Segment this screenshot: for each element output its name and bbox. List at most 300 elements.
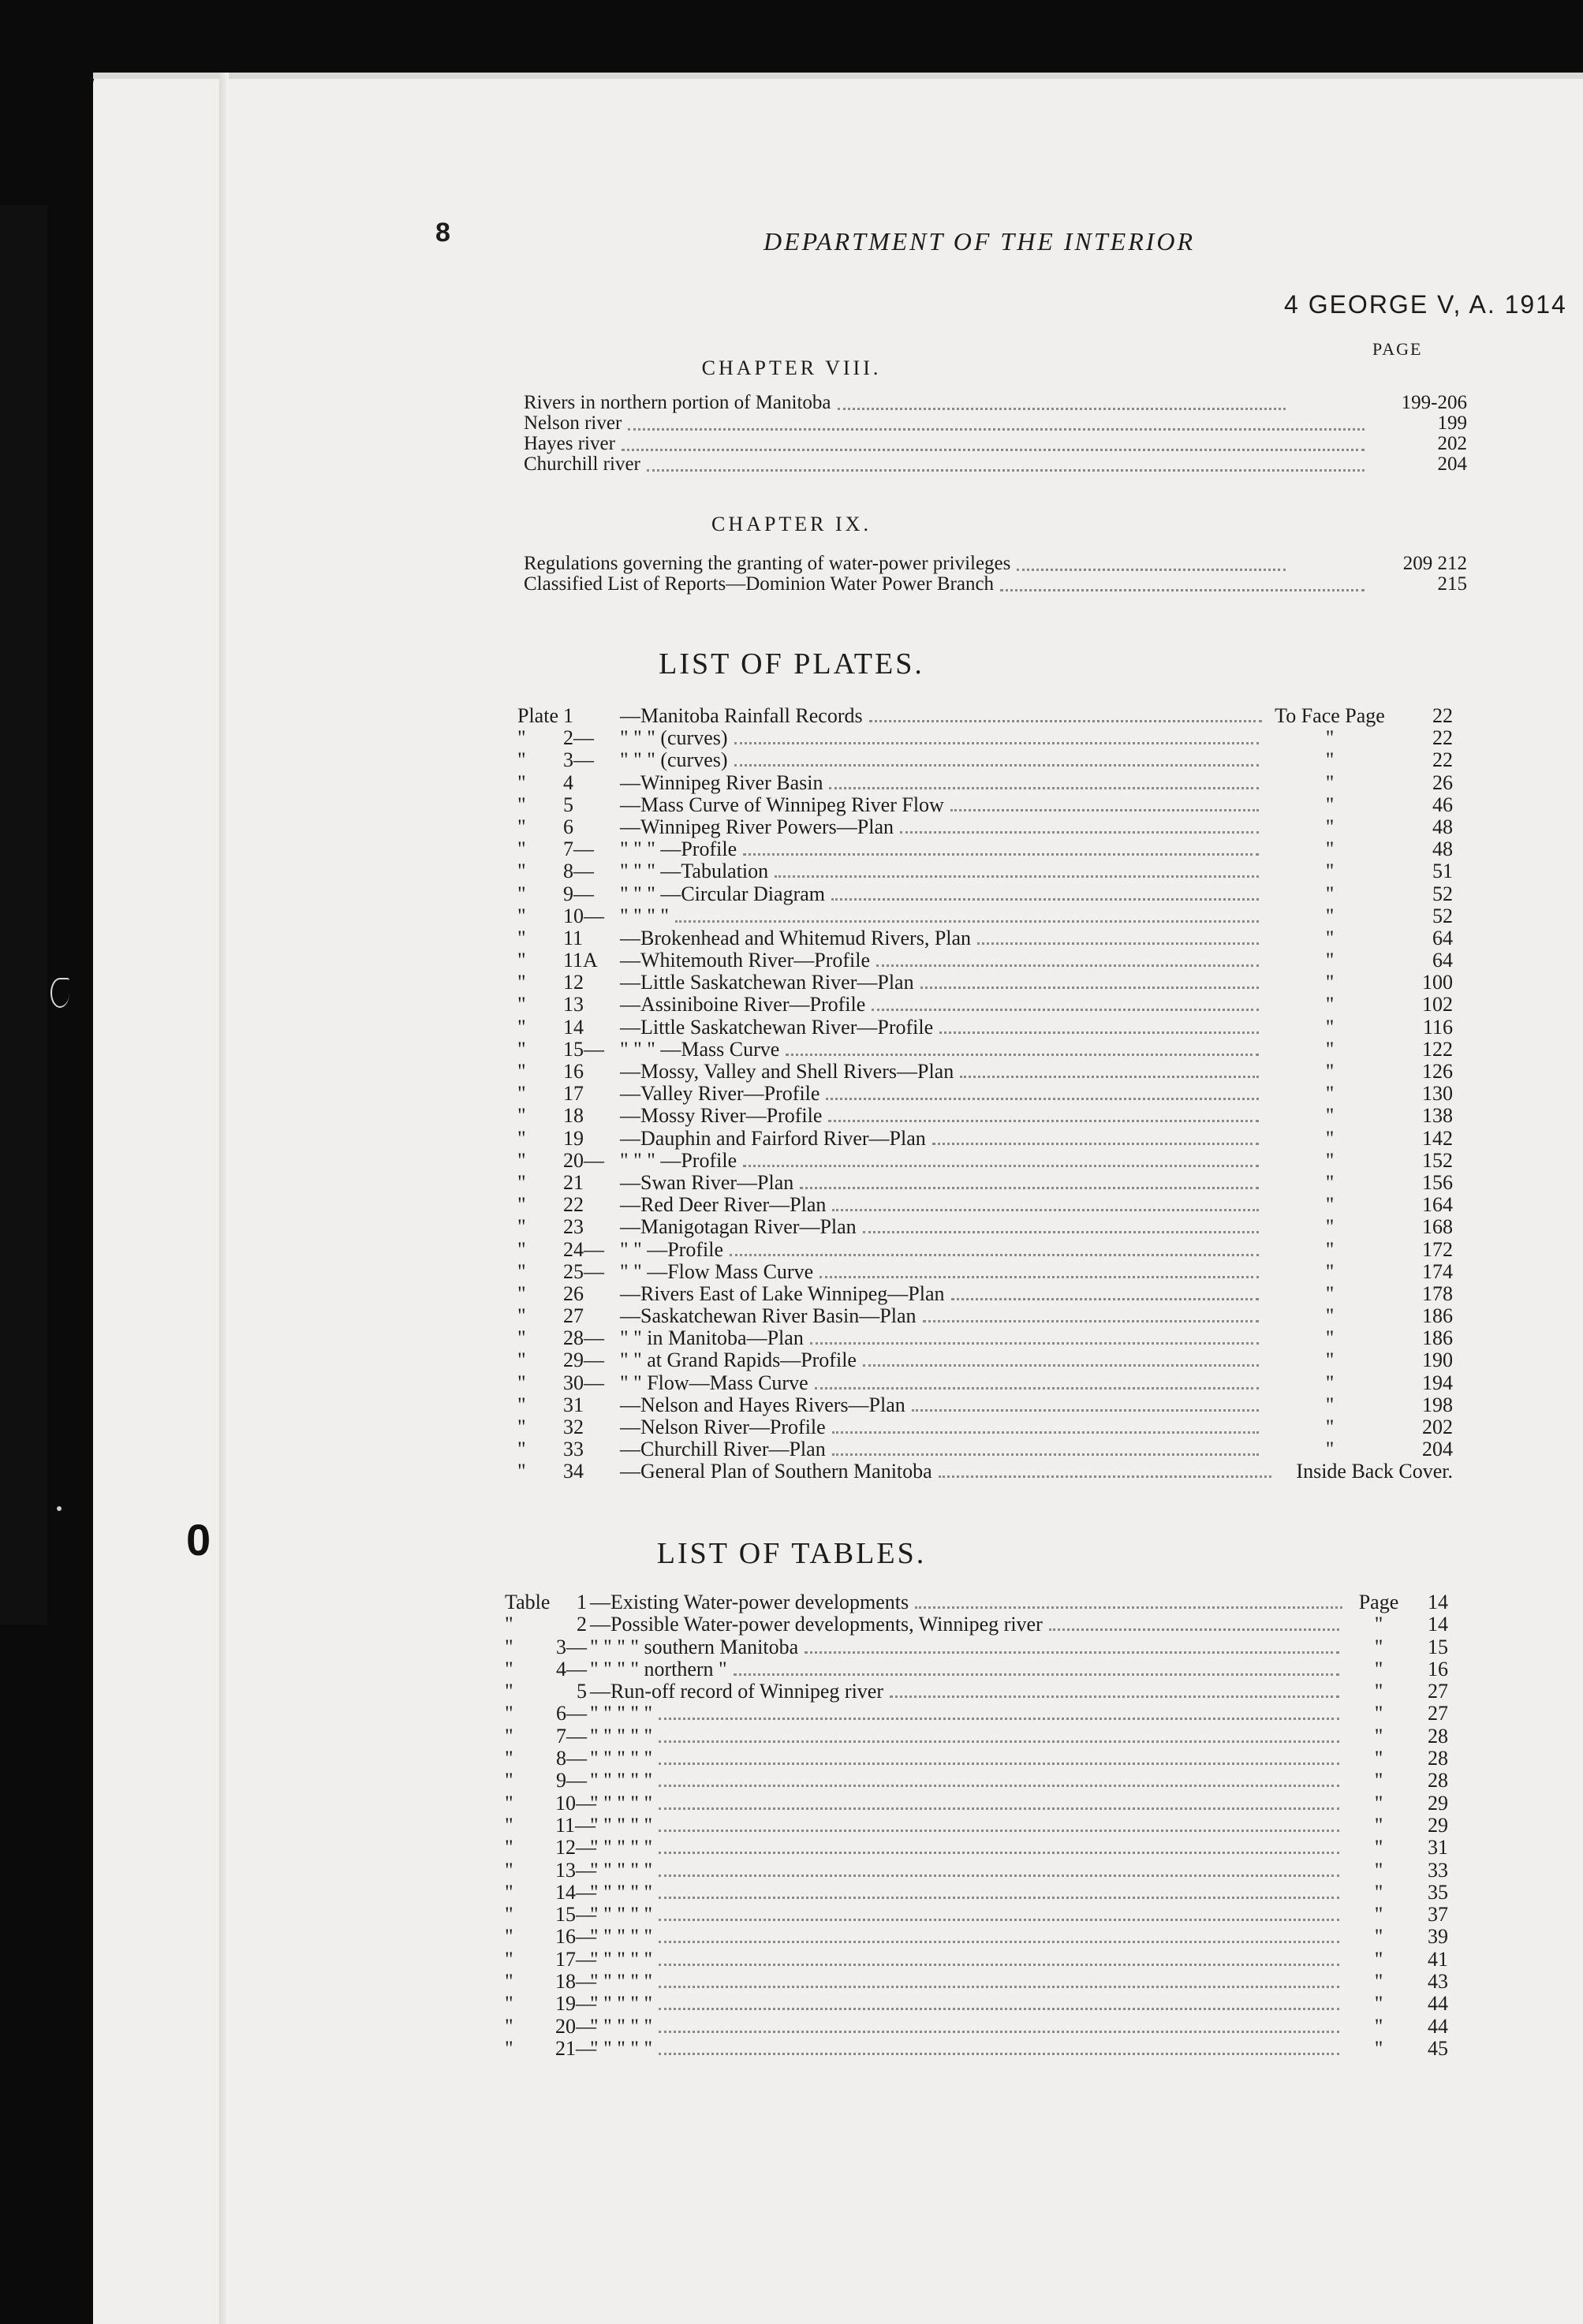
entry-label: ": [517, 949, 526, 972]
dot-leader: [1017, 569, 1286, 571]
entry-page: 215: [1437, 573, 1467, 595]
entry-label: ": [517, 1193, 526, 1217]
entry-page: 28: [1428, 1724, 1448, 1748]
entry-label: ": [505, 1947, 513, 1971]
entry-number: 11: [563, 926, 584, 949]
entry-page-label: ": [1325, 1170, 1335, 1194]
entry-title: Classified List of Reports—Dominion Water Power Branch: [524, 573, 995, 595]
entry-page: 138: [1422, 1104, 1453, 1128]
entry-page: 22: [1432, 726, 1453, 750]
entry-page: 204: [1422, 1438, 1453, 1461]
entry-number: 19: [563, 1126, 584, 1150]
entry-page-label: ": [1325, 1416, 1335, 1438]
entry-page: 122: [1422, 1037, 1453, 1061]
entry-page: 164: [1422, 1193, 1453, 1217]
plate-entry: [517, 1283, 1453, 1305]
dot-leader: [628, 428, 1365, 431]
entry-number: 34: [563, 1460, 584, 1483]
entry-number: 3—: [556, 1635, 587, 1658]
entry-page: 27: [1428, 1702, 1448, 1725]
entry-number: 8—: [563, 860, 594, 883]
entry-title: —Assiniboine River—Profile: [620, 993, 866, 1017]
entry-number: 21: [563, 1170, 584, 1194]
entry-number: 4—: [556, 1657, 587, 1681]
entry-title: —Winnipeg River Powers—Plan: [620, 815, 894, 838]
entry-page-label: ": [1374, 1613, 1383, 1636]
table-entry: [505, 1636, 1448, 1658]
entry-page-label: ": [1325, 1060, 1335, 1083]
entry-page: 202: [1437, 433, 1467, 454]
plate-entry: [517, 838, 1453, 860]
entry-label: ": [505, 1769, 513, 1792]
entry-number: 8—: [556, 1747, 587, 1770]
entry-page-label: ": [1374, 1769, 1383, 1792]
entry-title: " " " ": [620, 904, 669, 927]
plate-entry: [517, 1083, 1453, 1105]
entry-page: 41: [1428, 1947, 1448, 1971]
dot-leader: [800, 1187, 1259, 1189]
entry-label: ": [517, 926, 526, 949]
entry-page: 204: [1437, 453, 1467, 475]
entry-number: 14—: [555, 1880, 596, 1904]
entry-page-label: ": [1325, 860, 1335, 883]
dot-leader: [815, 1387, 1259, 1390]
dot-leader: [659, 1941, 1339, 1943]
entry-label: ": [517, 1349, 526, 1372]
entry-title: Hayes river: [524, 433, 615, 454]
entry-number: 1: [577, 1591, 587, 1613]
entry-label: ": [505, 1925, 513, 1949]
page-top-edge: [93, 73, 1583, 79]
chapter-entry: [524, 454, 1467, 475]
entry-title: —Nelson River—Profile: [620, 1416, 826, 1438]
chapter-viii-entries: [524, 393, 1467, 475]
entry-label: ": [517, 1015, 526, 1039]
entry-page: 126: [1422, 1060, 1453, 1083]
entry-title: —Rivers East of Lake Winnipeg—Plan: [620, 1281, 945, 1305]
entry-title: —Manitoba Rainfall Records: [620, 704, 863, 727]
entry-number: 2: [577, 1613, 587, 1636]
dot-leader: [912, 1409, 1259, 1412]
plate-entry: [517, 994, 1453, 1016]
entry-number: 4: [563, 770, 573, 794]
entry-number: 9—: [563, 882, 594, 905]
entry-title: " " " " ": [590, 1724, 653, 1748]
entry-page-label: ": [1374, 2036, 1383, 2060]
entry-title: —Churchill River—Plan: [620, 1438, 826, 1461]
table-entry: [505, 1725, 1448, 1748]
dot-leader: [838, 408, 1286, 410]
entry-page-label: ": [1325, 1126, 1335, 1150]
plate-entry: [517, 905, 1453, 927]
entry-page: 64: [1432, 926, 1453, 949]
entry-title: " " " " southern Manitoba: [590, 1635, 799, 1658]
entry-page: 14: [1428, 1591, 1448, 1613]
entry-page-label: ": [1325, 1326, 1335, 1350]
entry-page: 35: [1428, 1880, 1448, 1904]
entry-title: —Manigotagan River—Plan: [620, 1215, 857, 1239]
entry-page: 202: [1422, 1416, 1453, 1438]
dot-leader: [915, 1606, 1342, 1609]
plate-entry: [517, 1172, 1453, 1194]
page-binding-shadow: [219, 73, 229, 2324]
entry-title: " " " " ": [590, 1747, 653, 1770]
entry-title: —Mass Curve of Winnipeg River Flow: [620, 793, 944, 816]
entry-page: 130: [1422, 1082, 1453, 1106]
entry-page-label: ": [1374, 2014, 1383, 2038]
dot-leader: [659, 1919, 1339, 1921]
entry-label: ": [517, 770, 526, 794]
table-entry: [505, 1882, 1448, 1904]
table-entry: [505, 2038, 1448, 2060]
table-entry: [505, 1949, 1448, 1971]
entry-page: 14: [1428, 1613, 1448, 1636]
entry-title: " " " " ": [590, 1702, 653, 1725]
entry-label: ": [505, 1903, 513, 1927]
entry-title: " " " " northern ": [590, 1657, 727, 1681]
entry-page-label: ": [1325, 1304, 1335, 1328]
entry-title: Rivers in northern portion of Manitoba: [524, 392, 831, 413]
entry-title: —Winnipeg River Basin: [620, 770, 823, 794]
entry-page: 199-206: [1401, 392, 1467, 413]
entry-page-label: ": [1325, 1015, 1335, 1039]
entry-page: 142: [1422, 1126, 1453, 1150]
dot-leader: [810, 1342, 1259, 1345]
entry-title: " " " —Circular Diagram: [620, 882, 825, 905]
entry-page: 27: [1428, 1680, 1448, 1703]
entry-label: ": [505, 1724, 513, 1748]
entry-title: " " " " ": [590, 1947, 653, 1971]
plate-entry: [517, 1349, 1453, 1371]
dot-leader: [920, 987, 1259, 989]
entry-number: 26: [563, 1281, 584, 1305]
dot-leader: [659, 1718, 1339, 1720]
plate-entry: [517, 772, 1453, 794]
plate-entry: [517, 1150, 1453, 1172]
entry-page-label: ": [1325, 1393, 1335, 1416]
list-of-plates-heading: LIST OF PLATES.: [659, 647, 924, 681]
entry-page: 178: [1422, 1281, 1453, 1305]
entry-label: ": [517, 1126, 526, 1150]
entry-label: ": [517, 1416, 526, 1438]
entry-page: 31: [1428, 1836, 1448, 1860]
entry-label: ": [517, 1326, 526, 1350]
entry-label: ": [517, 860, 526, 883]
entry-page: 51: [1432, 860, 1453, 883]
entry-page-label: ": [1325, 815, 1335, 838]
entry-page: 45: [1428, 2036, 1448, 2060]
entry-title: " " " " ": [590, 1791, 653, 1815]
entry-number: 18—: [555, 1970, 596, 1994]
entry-page: 29: [1428, 1813, 1448, 1837]
entry-label: ": [517, 837, 526, 861]
entry-page-label: ": [1325, 837, 1335, 861]
entry-label: ": [505, 1635, 513, 1658]
dot-leader: [890, 1695, 1339, 1698]
entry-label: ": [517, 793, 526, 816]
entry-label: ": [505, 2036, 513, 2060]
table-entry: [505, 1971, 1448, 1993]
entry-title: —General Plan of Southern Manitoba: [620, 1460, 932, 1483]
chapter-ix-entries: [524, 554, 1467, 595]
entry-title: " " " " ": [590, 1813, 653, 1837]
entry-label: ": [517, 1460, 526, 1483]
entry-page: 44: [1428, 1992, 1448, 2016]
entry-label: ": [517, 1393, 526, 1416]
dot-leader: [743, 853, 1259, 856]
entry-number: 23: [563, 1215, 584, 1239]
entry-page-label: ": [1325, 748, 1335, 772]
table-entry: [505, 1815, 1448, 1837]
entry-label: ": [517, 1082, 526, 1106]
entry-number: 20—: [555, 2014, 596, 2038]
entry-label: ": [505, 1747, 513, 1770]
entry-label: ": [505, 1992, 513, 2016]
entry-page: 100: [1422, 971, 1453, 994]
entry-label: ": [505, 1813, 513, 1837]
entry-label: Plate: [517, 704, 558, 727]
plate-entry: [517, 1039, 1453, 1061]
entry-label: ": [517, 748, 526, 772]
entry-page: 43: [1428, 1970, 1448, 1994]
entry-number: 17: [563, 1082, 584, 1106]
session-line: 4 GEORGE V, A. 1914: [1284, 290, 1567, 319]
entry-label: ": [517, 971, 526, 994]
entry-page: 46: [1432, 793, 1453, 816]
entry-page-label: ": [1325, 1082, 1335, 1106]
entry-title: " " " " ": [590, 1858, 653, 1882]
entry-number: 30—: [563, 1371, 604, 1394]
entry-title: —Valley River—Profile: [620, 1082, 820, 1106]
plate-entry: [517, 1460, 1453, 1483]
entry-title: " " " " ": [590, 2014, 653, 2038]
entry-title: " " —Profile: [620, 1237, 723, 1261]
plate-entry: [517, 1394, 1453, 1416]
table-entry: [505, 1993, 1448, 2015]
entry-page: 102: [1422, 993, 1453, 1017]
plate-entry: [517, 927, 1453, 949]
dot-leader: [659, 2008, 1339, 2010]
entry-number: 15—: [555, 1903, 596, 1927]
entry-label: ": [517, 1259, 526, 1283]
entry-page: 199: [1437, 412, 1467, 434]
table-entry: [505, 1748, 1448, 1770]
entry-page-label: ": [1325, 1281, 1335, 1305]
entry-page-label: ": [1325, 726, 1335, 750]
dot-leader: [805, 1651, 1339, 1654]
dot-leader: [659, 2053, 1339, 2055]
entry-number: 18: [563, 1104, 584, 1128]
entry-page-label: ": [1374, 1791, 1383, 1815]
entry-page-label: To Face Page: [1275, 704, 1385, 727]
entry-page-label: ": [1374, 1880, 1383, 1904]
entry-page-label: ": [1374, 1724, 1383, 1748]
plate-entry: [517, 949, 1453, 972]
entry-number: 33: [563, 1438, 584, 1461]
entry-page: 37: [1428, 1903, 1448, 1927]
dot-leader: [675, 920, 1259, 923]
entry-number: 3—: [563, 748, 594, 772]
entry-number: 10—: [563, 904, 604, 927]
margin-mark: 0: [186, 1515, 211, 1565]
entry-title: —Little Saskatchewan River—Profile: [620, 1015, 934, 1039]
entry-label: ": [517, 1438, 526, 1461]
entry-number: 31: [563, 1393, 584, 1416]
entry-page-label: ": [1325, 949, 1335, 972]
entry-page: 186: [1422, 1326, 1453, 1350]
dot-leader: [659, 1964, 1339, 1966]
dot-leader: [659, 1874, 1339, 1877]
margin-dot: [57, 1506, 62, 1511]
entry-number: 6—: [556, 1702, 587, 1725]
entry-label: ": [505, 1657, 513, 1681]
entry-page-label: ": [1374, 1836, 1383, 1860]
dot-leader: [832, 1209, 1259, 1211]
entry-label: ": [517, 904, 526, 927]
entry-page: 16: [1428, 1657, 1448, 1681]
entry-label: ": [505, 1858, 513, 1882]
entry-title: —Brokenhead and Whitemud Rivers, Plan: [620, 926, 972, 949]
entry-page-label: ": [1374, 1702, 1383, 1725]
entry-page-label: ": [1374, 1925, 1383, 1949]
entry-number: 21—: [555, 2036, 596, 2060]
entry-label: ": [517, 815, 526, 838]
entry-label: ": [517, 1215, 526, 1239]
dot-leader: [832, 1431, 1259, 1434]
margin-smudge: [50, 978, 69, 1008]
dot-leader: [876, 964, 1259, 967]
plate-entry: [517, 816, 1453, 838]
dot-leader: [950, 809, 1259, 811]
entry-page: 33: [1428, 1858, 1448, 1882]
page-number: 8: [435, 218, 450, 248]
chapter-ix-heading: CHAPTER IX.: [711, 513, 872, 535]
dot-leader: [820, 1276, 1259, 1278]
entry-page-label: ": [1325, 1104, 1335, 1128]
entry-page-label: Page: [1358, 1591, 1399, 1613]
entry-page-label: ": [1374, 1747, 1383, 1770]
entry-number: 7—: [556, 1724, 587, 1748]
entry-page-label: ": [1325, 1259, 1335, 1283]
entry-label: ": [517, 1104, 526, 1128]
dot-leader: [863, 1364, 1259, 1367]
entry-page: 156: [1422, 1170, 1453, 1194]
entry-title: —Run-off record of Winnipeg river: [590, 1680, 883, 1703]
entry-label: ": [517, 1170, 526, 1194]
entry-page: 48: [1432, 815, 1453, 838]
entry-page: 39: [1428, 1925, 1448, 1949]
entry-title: —Red Deer River—Plan: [620, 1193, 827, 1217]
entry-title: —Little Saskatchewan River—Plan: [620, 971, 914, 994]
entry-number: 16—: [555, 1925, 596, 1949]
page-column-label: PAGE: [1372, 339, 1423, 359]
entry-page: Inside Back Cover.: [1296, 1460, 1453, 1483]
entry-number: 16: [563, 1060, 584, 1083]
entry-number: 9—: [556, 1769, 587, 1792]
dot-leader: [872, 1009, 1259, 1011]
entry-label: ": [517, 1060, 526, 1083]
dot-leader: [659, 1740, 1339, 1743]
table-entry: [505, 2016, 1448, 2038]
entry-page: 15: [1428, 1635, 1448, 1658]
entry-number: 25—: [563, 1259, 604, 1283]
chapter-entry: [524, 393, 1467, 413]
running-head: DEPARTMENT OF THE INTERIOR: [763, 227, 1196, 256]
entry-number: 12: [563, 971, 584, 994]
plate-entry: [517, 1327, 1453, 1349]
dot-leader: [1049, 1628, 1339, 1631]
dot-leader: [622, 449, 1365, 451]
entry-label: ": [517, 993, 526, 1017]
entry-page-label: ": [1325, 993, 1335, 1017]
dot-leader: [826, 1098, 1259, 1100]
entry-number: 19—: [555, 1992, 596, 2016]
dot-leader: [951, 1298, 1259, 1300]
entry-number: 11A: [563, 949, 598, 972]
entry-page: 64: [1432, 949, 1453, 972]
entry-page-label: ": [1325, 1438, 1335, 1461]
plate-entry: [517, 1305, 1453, 1327]
entry-title: Churchill river: [524, 453, 640, 475]
table-entry: [505, 1926, 1448, 1948]
entry-page-label: ": [1325, 904, 1335, 927]
entry-title: " " " (curves): [620, 726, 728, 750]
plate-entry: [517, 860, 1453, 882]
chapter-entry: [524, 574, 1467, 595]
entry-title: " " " " ": [590, 1836, 653, 1860]
plate-entry: [517, 1372, 1453, 1394]
chapter-entry: [524, 413, 1467, 434]
entry-label: ": [517, 1304, 526, 1328]
dot-leader: [1000, 589, 1365, 591]
dot-leader: [659, 1852, 1339, 1854]
entry-title: " " —Flow Mass Curve: [620, 1259, 814, 1283]
entry-title: " " " " ": [590, 1925, 653, 1949]
entry-label: ": [517, 1237, 526, 1261]
plates-list: [517, 705, 1453, 1483]
dot-leader: [977, 942, 1259, 945]
table-entry: [505, 1837, 1448, 1859]
entry-label: ": [505, 1702, 513, 1725]
entry-label: ": [505, 1970, 513, 1994]
entry-number: 5: [577, 1680, 587, 1703]
entry-page-label: ": [1325, 1193, 1335, 1217]
entry-title: " " " " ": [590, 2036, 653, 2060]
dot-leader: [659, 1785, 1339, 1787]
dot-leader: [863, 1231, 1259, 1233]
entry-page: 186: [1422, 1304, 1453, 1328]
plate-entry: [517, 1416, 1453, 1438]
dot-leader: [659, 1763, 1339, 1765]
entry-page: 152: [1422, 1148, 1453, 1172]
entry-title: " " " " ": [590, 1992, 653, 2016]
entry-title: —Possible Water-power developments, Winnipeg river: [590, 1613, 1043, 1636]
plate-entry: [517, 1438, 1453, 1460]
entry-title: " " at Grand Rapids—Profile: [620, 1349, 857, 1372]
plate-entry: [517, 749, 1453, 771]
table-entry: [505, 1860, 1448, 1882]
entry-number: 11—: [555, 1813, 596, 1837]
entry-title: —Swan River—Plan: [620, 1170, 794, 1194]
dot-leader: [923, 1320, 1259, 1322]
plate-entry: [517, 1061, 1453, 1083]
entry-label: ": [505, 1613, 513, 1636]
entry-number: 13—: [555, 1858, 596, 1882]
entry-number: 28—: [563, 1326, 604, 1350]
list-of-tables-heading: LIST OF TABLES.: [656, 1537, 927, 1570]
entry-page: 26: [1432, 770, 1453, 794]
plate-entry: [517, 1017, 1453, 1039]
